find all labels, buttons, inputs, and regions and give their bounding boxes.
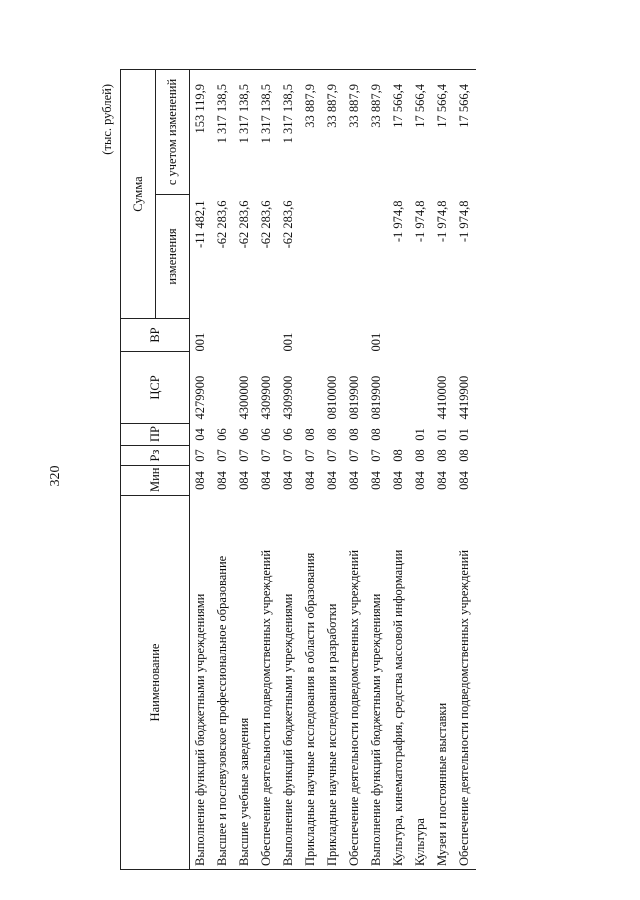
- row-pr: 06: [259, 428, 273, 441]
- row-vr: 001: [369, 332, 383, 352]
- row-name: Выполнение функций бюджетными учреждениями: [278, 496, 300, 870]
- row-min: 084: [215, 471, 229, 490]
- row-total: 33 887,9: [366, 70, 388, 195]
- row-pr: 04: [193, 428, 207, 441]
- table-row: [212, 70, 234, 870]
- row-pr: 08: [325, 428, 339, 441]
- row-rz: 07: [303, 449, 317, 462]
- row-change: -1 974,8: [391, 200, 405, 243]
- row-change: [300, 195, 322, 319]
- row-min: 084: [259, 471, 273, 490]
- row-pr: 08: [347, 428, 361, 441]
- row-rz: 07: [259, 449, 273, 462]
- row-min: 084: [457, 471, 471, 490]
- header-csr: ЦСР: [121, 352, 190, 424]
- row-csr: [300, 352, 322, 424]
- row-total: 1 317 138,5: [212, 70, 234, 195]
- header-min: Мин: [121, 466, 190, 496]
- row-vr: [388, 319, 410, 352]
- row-rz: 07: [193, 449, 207, 462]
- row-min: 084: [303, 471, 317, 490]
- row-pr: 06: [237, 428, 251, 441]
- header-with-changes: с учетом изменений: [155, 70, 190, 195]
- row-min: 084: [237, 471, 251, 490]
- row-csr: 4309900: [259, 375, 273, 420]
- row-min: 084: [325, 471, 339, 490]
- row-total: 17 566,4: [432, 70, 454, 195]
- row-csr: 0810000: [325, 375, 339, 420]
- unit-note: (тыс. рублей): [100, 84, 114, 155]
- table-row: [322, 70, 344, 870]
- row-csr: 0819900: [369, 375, 383, 420]
- row-csr: 4419900: [457, 375, 471, 420]
- row-total: 17 566,4: [454, 70, 476, 195]
- row-change: -1 974,8: [457, 200, 471, 243]
- table-row: [388, 70, 410, 870]
- row-rz: 08: [391, 449, 405, 462]
- row-vr: [410, 319, 432, 352]
- row-rz: 07: [347, 449, 361, 462]
- row-change: [344, 195, 366, 319]
- row-csr: 4300000: [237, 375, 251, 420]
- row-change: -62 283,6: [215, 200, 229, 249]
- row-change: -62 283,6: [281, 200, 295, 249]
- row-vr: [234, 319, 256, 352]
- row-csr: 0819900: [347, 375, 361, 420]
- table-row: [454, 70, 476, 870]
- row-rz: 07: [325, 449, 339, 462]
- row-total: 1 317 138,5: [256, 70, 278, 195]
- header-rz: Рз: [121, 446, 190, 466]
- row-name: Обеспечение деятельности подведомственных учреждений: [344, 496, 366, 870]
- table-row: [300, 70, 322, 870]
- row-vr: [300, 319, 322, 352]
- row-name: Выполнение функций бюджетными учреждениями: [190, 496, 213, 870]
- row-name: Высшее и послевузовское профессиональное образование: [212, 496, 234, 870]
- row-min: 084: [413, 471, 427, 490]
- row-name: Прикладные научные исследования в области образования: [300, 496, 322, 870]
- row-name: Культура: [410, 496, 432, 870]
- row-vr: [454, 319, 476, 352]
- row-csr: [410, 352, 432, 424]
- row-min: 084: [281, 471, 295, 490]
- row-min: 084: [391, 471, 405, 490]
- table-row: [234, 70, 256, 870]
- table-row: [366, 70, 388, 870]
- row-vr: [344, 319, 366, 352]
- header-vr: ВР: [121, 319, 190, 352]
- row-pr: 01: [413, 428, 427, 441]
- rotated-budget-table-page: [98, 70, 608, 870]
- row-name: Обеспечение деятельности подведомственных учреждений: [256, 496, 278, 870]
- row-name: Музеи и постоянные выставки: [432, 496, 454, 870]
- row-min: 084: [193, 471, 207, 490]
- row-total: 33 887,9: [300, 70, 322, 195]
- row-rz: 08: [457, 449, 471, 462]
- row-csr: 4279900: [193, 375, 207, 420]
- row-min: 084: [347, 471, 361, 490]
- table-row: [256, 70, 278, 870]
- row-csr: 4309900: [281, 375, 295, 420]
- row-total: 153 119,9: [190, 70, 213, 195]
- row-vr: [432, 319, 454, 352]
- row-name: Обеспечение деятельности подведомственных учреждений: [454, 496, 476, 870]
- row-name: Выполнение функций бюджетными учреждениями: [366, 496, 388, 870]
- row-rz: 07: [237, 449, 251, 462]
- row-vr: [322, 319, 344, 352]
- row-rz: 07: [369, 449, 383, 462]
- row-csr: 4410000: [435, 375, 449, 420]
- row-name: Высшие учебные заведения: [234, 496, 256, 870]
- row-vr: 001: [193, 332, 207, 352]
- row-change: -1 974,8: [435, 200, 449, 243]
- row-total: 33 887,9: [344, 70, 366, 195]
- row-change: -1 974,8: [413, 200, 427, 243]
- row-total: 33 887,9: [322, 70, 344, 195]
- row-rz: 08: [435, 449, 449, 462]
- table-row: [410, 70, 432, 870]
- header-pr: ПР: [121, 424, 190, 446]
- row-change: -11 482,1: [193, 200, 207, 248]
- table-row: [190, 70, 213, 870]
- row-csr: [212, 352, 234, 424]
- row-total: 17 566,4: [410, 70, 432, 195]
- row-pr: 06: [281, 428, 295, 441]
- row-rz: 07: [215, 449, 229, 462]
- budget-table: [120, 69, 476, 870]
- row-pr: 06: [215, 428, 229, 441]
- row-rz: 08: [413, 449, 427, 462]
- header-changes: изменения: [155, 195, 190, 319]
- row-vr: [256, 319, 278, 352]
- row-change: [366, 195, 388, 319]
- row-pr: 01: [435, 428, 449, 441]
- page-number: 320: [48, 465, 63, 487]
- row-vr: [212, 319, 234, 352]
- header-name: Наименование: [121, 496, 190, 870]
- row-change: -62 283,6: [259, 200, 273, 249]
- row-total: 17 566,4: [388, 70, 410, 195]
- row-pr: 08: [303, 428, 317, 441]
- row-vr: 001: [281, 332, 295, 352]
- row-rz: 07: [281, 449, 295, 462]
- row-pr: 08: [369, 428, 383, 441]
- table-row: [278, 70, 300, 870]
- row-pr: 01: [457, 428, 471, 441]
- row-total: 1 317 138,5: [234, 70, 256, 195]
- header-sum: Сумма: [121, 70, 156, 319]
- row-change: [322, 195, 344, 319]
- row-pr: [388, 424, 410, 446]
- row-name: Прикладные научные исследования и разработки: [322, 496, 344, 870]
- table-row: [432, 70, 454, 870]
- row-total: 1 317 138,5: [278, 70, 300, 195]
- row-csr: [388, 352, 410, 424]
- row-name: Культура, кинематография, средства массовой информации: [388, 496, 410, 870]
- row-min: 084: [435, 471, 449, 490]
- row-min: 084: [369, 471, 383, 490]
- row-change: -62 283,6: [237, 200, 251, 249]
- table-row: [344, 70, 366, 870]
